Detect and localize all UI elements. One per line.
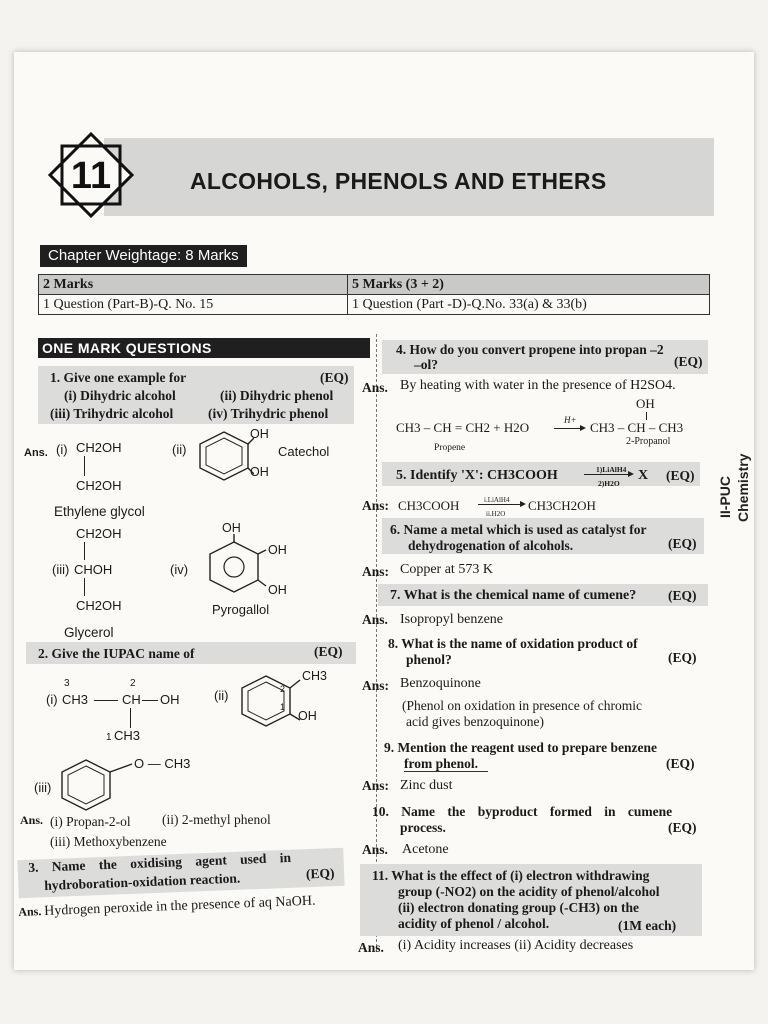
q7-ans: Isopropyl benzene — [400, 612, 504, 627]
q2-ans-3: (iii) Methoxybenzene — [50, 834, 167, 849]
q5-reagent-bottom: 2)H2O — [598, 479, 620, 488]
q9-ans-label: Ans: — [362, 778, 390, 793]
textbook-page: 11 ALCOHOLS, PHENOLS AND ETHERS Chapter Weightage: 8 Marks 2 Marks 5 Marks (3 + 2) 1 Question (Part-B)-Q. No. 15 1 Question (Part -D)-Q.No. 33(a) & 33(b) ONE MARK QUESTIONS 1. Give one example for (EQ) (i) Dihydric alcohol (ii) Dihydric phenol (iii) Trihydric alcohol (iv) Trihydric phenol Ans. (i) CH2OH CH2OH Ethylene glycol (ii) OH OH Catechol CH2OH (iii) CHOH CH2OH Glycerol (iv) OH OH OH Pyrogallol 2. Give the IUPAC name of (EQ) 3 2 (i) CH3 CH OH 1 CH3 (ii) 2 1 CH3 OH (iii) O — CH3 Ans. (i) Propan-2-ol (ii) 2-methyl phenol (iii) Methoxybenzene 3. Name the oxidising agent used in hydroboration-oxidation reaction. (EQ) Ans. Hydrogen peroxide in the presence of aq NaOH. 4. How do you convert propene into propan –2 –ol? (EQ) Ans. By heating with water in the presence of H2SO4. OH CH3 – CH = CH2 + H2O H+ CH3 – CH – CH3 Propene 2-Propanol 5. Identify 'X': CH3COOH 1)LiAlH4 2)H2O X (EQ) Ans: CH3COOH i.LiAlH4 ii.H2O CH3CH2OH 6. Name a metal which is used as catalyst for dehydrogenation of alcohols. (EQ) Ans: Copper at 573 K 7. What is the chemical name of cumene? (EQ) Ans. Isopropyl benzene 8. What is the name of oxidation product of phenol? (EQ) Ans: Benzoquinone (Phenol on oxidation in presence of chromic acid gives benzoquinone) 9. Mention the reagent used to prepare benzene from phenol. (EQ) Ans: Zinc dust 10. Name the byproduct formed in cumene process. (EQ) Ans. Acetone 11. What is the effect of (i) electron withdrawing group (-NO2) on the acidity of phenol/alcohol (ii) electron donating group (-CH3) on the acidity of phenol / alcohol. (1M each) Ans. (i) Acidity increases (ii) Acidity decreases II-PUC Chemistry 89 — [14, 52, 754, 970]
q11-line1: 11. What is the effect of (i) electron withdrawing — [372, 868, 650, 883]
q4-rhs: CH3 – CH – CH3 — [590, 420, 684, 435]
pyrogallol-structure — [196, 532, 272, 602]
marks-cell-2: 1 Question (Part-B)-Q. No. 15 — [39, 295, 348, 315]
q4-product-name: 2-Propanol — [626, 436, 671, 447]
chapter-number-badge — [48, 132, 134, 218]
q11-line4: acidity of phenol / alcohol. — [398, 916, 550, 931]
q6-ans: Copper at 573 K — [400, 562, 493, 577]
q5-text: 5. Identify 'X': CH3COOH — [396, 468, 558, 483]
q4-lhs: CH3 – CH = CH2 + H2O — [396, 420, 530, 435]
q6-line1: 6. Name a metal which is used as catalyst for — [390, 522, 647, 537]
q1-iii-bond-2 — [84, 578, 85, 596]
q5-arrow-head — [628, 471, 634, 477]
q2-num1: 1 — [106, 732, 112, 743]
q1-iv-label: (iv) — [170, 562, 189, 577]
q9-underline — [404, 771, 488, 772]
q6-tag: (EQ) — [668, 536, 697, 551]
q7-tag: (EQ) — [668, 588, 697, 603]
q8-ans: Benzoquinone — [400, 676, 481, 691]
marks-table — [38, 274, 710, 315]
section-title: ONE MARK QUESTIONS — [38, 338, 370, 358]
column-divider — [376, 334, 378, 952]
q5-tag: (EQ) — [666, 468, 695, 483]
q10-tag: (EQ) — [668, 820, 697, 835]
q2-i-oh: OH — [160, 692, 180, 707]
q1-i-ch2oh-bottom: CH2OH — [76, 478, 122, 493]
q5-x: X — [638, 468, 649, 483]
q2-i-ch3-left: CH3 — [62, 692, 89, 707]
side-label-line1: II-PUC — [717, 476, 733, 518]
q2-i-ch: CH — [122, 692, 141, 707]
q10-line2: process. — [400, 820, 446, 835]
q1-ii-label: (ii) — [172, 442, 187, 457]
chapter-title: ALCOHOLS, PHENOLS AND ETHERS — [190, 168, 607, 194]
q1-i-ch2oh-top: CH2OH — [76, 440, 122, 455]
q11-marks: (1M each) — [618, 918, 677, 933]
catechol-oh-1: OH — [250, 427, 269, 441]
q2-ii-label: (ii) — [214, 688, 229, 703]
q1-iii-label: (iii) — [52, 562, 70, 577]
q5-ans-lhs: CH3COOH — [398, 498, 460, 513]
q3-line1: 3. Name the oxidising agent used in — [28, 849, 292, 875]
q4-line1: 4. How do you convert propene into propan –2 — [396, 342, 664, 357]
ethylene-glycol-label: Ethylene glycol — [54, 504, 145, 519]
q5-reagent-top: 1)LiAlH4 — [596, 465, 627, 474]
q8-note-1: (Phenol on oxidation in presence of chromic — [402, 698, 642, 713]
q4-line2: –ol? — [414, 357, 439, 372]
q6-ans-label: Ans: — [362, 564, 390, 579]
q5-ans-label: Ans: — [362, 498, 390, 513]
anisole-structure — [56, 754, 136, 814]
q5-arrow — [584, 474, 630, 475]
q11-line3: (ii) electron donating group (-CH3) on the — [398, 900, 639, 915]
marks-header-5: 5 Marks (3 + 2) — [348, 275, 710, 295]
marks-header-2: 2 Marks — [39, 275, 348, 295]
q4-reactant-name: Propene — [434, 443, 466, 453]
q2-bond-2 — [142, 700, 158, 701]
q1-i-bond — [84, 456, 85, 476]
q8-line1: 8. What is the name of oxidation product of — [388, 636, 638, 651]
q3-line2: hydroboration-oxidation reaction. — [44, 870, 241, 893]
chapter-number: 11 — [70, 155, 112, 197]
q5-ans-bottom: ii.H2O — [486, 510, 506, 518]
q5-ans-arrow — [478, 504, 522, 505]
svg-text:1: 1 — [280, 702, 286, 712]
q5-ans-top: i.LiAlH4 — [484, 496, 510, 504]
marks-cell-5: 1 Question (Part -D)-Q.No. 33(a) & 33(b) — [348, 295, 710, 315]
q1-iii-ch2oh-bottom: CH2OH — [76, 598, 122, 613]
q10-line1: 10. Name the byproduct formed in cumene — [372, 804, 673, 819]
q4-ans: By heating with water in the presence of H2SO4. — [400, 378, 676, 393]
q1-iii-ch2oh-top: CH2OH — [76, 526, 122, 541]
q9-line1: 9. Mention the reagent used to prepare benzene — [384, 740, 657, 755]
q11-ans-label: Ans. — [358, 940, 384, 955]
q1-iii-choh: CHOH — [74, 562, 113, 577]
q1-sub3: (iii) Trihydric alcohol — [50, 406, 174, 421]
q10-ans-label: Ans. — [362, 842, 388, 857]
q1-ans-label: Ans. — [24, 447, 48, 459]
q2-bond-1 — [94, 700, 118, 701]
pyrogallol-label: Pyrogallol — [212, 602, 270, 617]
catechol-label: Catechol — [278, 444, 330, 459]
q8-ans-label: Ans: — [362, 678, 390, 693]
glycerol-label: Glycerol — [64, 625, 114, 640]
q4-oh-bond — [646, 412, 647, 420]
o-cresol-oh: OH — [298, 709, 317, 723]
q4-arrow — [554, 428, 582, 429]
q2-ans-label: Ans. — [20, 813, 44, 827]
pyrogallol-oh-2: OH — [268, 543, 287, 557]
q1-tag: (EQ) — [320, 370, 349, 385]
svg-text:2: 2 — [280, 684, 286, 694]
q8-tag: (EQ) — [668, 650, 697, 665]
catechol-oh-2: OH — [250, 465, 269, 479]
q1-sub2: (ii) Dihydric phenol — [220, 388, 334, 403]
q9-tag: (EQ) — [666, 756, 695, 771]
q1-sub4: (iv) Trihydric phenol — [208, 406, 329, 421]
q2-ans-2: (ii) 2-methyl phenol — [162, 812, 271, 827]
side-label-line2: Chemistry — [735, 453, 751, 522]
q1-text: 1. Give one example for — [50, 370, 187, 385]
q8-note-2: acid gives benzoquinone) — [406, 714, 544, 729]
pyrogallol-oh-3: OH — [268, 583, 287, 597]
catechol-structure — [194, 428, 254, 484]
o-cresol-ch3: CH3 — [302, 669, 328, 683]
q10-ans: Acetone — [402, 842, 449, 857]
q4-arrow-head — [580, 425, 586, 431]
q1-iii-bond-1 — [84, 542, 85, 560]
q1-i-label: (i) — [56, 442, 68, 457]
q8-line2: phenol? — [406, 652, 452, 667]
q3-ans: Hydrogen peroxide in the presence of aq NaOH. — [44, 893, 316, 919]
q2-num3: 3 — [64, 678, 70, 689]
q2-tag: (EQ) — [314, 644, 343, 659]
q2-ans-1: (i) Propan-2-ol — [50, 814, 131, 829]
q2-text: 2. Give the IUPAC name of — [38, 646, 195, 661]
o-cresol-structure — [236, 670, 306, 732]
q3-tag: (EQ) — [305, 865, 335, 882]
q2-i-ch3-bottom: CH3 — [114, 728, 141, 743]
q1-sub1: (i) Dihydric alcohol — [64, 388, 176, 403]
q9-line2: from phenol. — [404, 756, 479, 771]
q6-line2: dehydrogenation of alcohols. — [408, 538, 574, 553]
q2-iii-label: (iii) — [34, 780, 52, 795]
q2-i-label: (i) — [46, 692, 58, 707]
pyrogallol-oh-1: OH — [222, 521, 241, 535]
q4-oh: OH — [636, 396, 655, 411]
q11-ans: (i) Acidity increases (ii) Acidity decreases — [398, 938, 634, 953]
q4-tag: (EQ) — [674, 354, 703, 369]
side-label — [712, 442, 754, 522]
q4-ans-label: Ans. — [362, 380, 388, 395]
q2-num2: 2 — [130, 678, 136, 689]
q5-ans-rhs: CH3CH2OH — [528, 498, 596, 513]
q4-catalyst: H+ — [564, 415, 577, 425]
q5-ans-arrow-head — [520, 501, 526, 507]
q9-ans: Zinc dust — [400, 778, 453, 793]
q7-ans-label: Ans. — [362, 612, 388, 627]
chapter-weightage: Chapter Weightage: 8 Marks — [40, 245, 247, 267]
q11-line2: group (-NO2) on the acidity of phenol/alcohol — [398, 884, 660, 899]
q2-bond-3 — [130, 708, 131, 728]
q3-ans-label: Ans. — [18, 904, 42, 919]
anisole-o-ch3: O — CH3 — [134, 756, 191, 771]
q7-text: 7. What is the chemical name of cumene? — [390, 588, 637, 603]
